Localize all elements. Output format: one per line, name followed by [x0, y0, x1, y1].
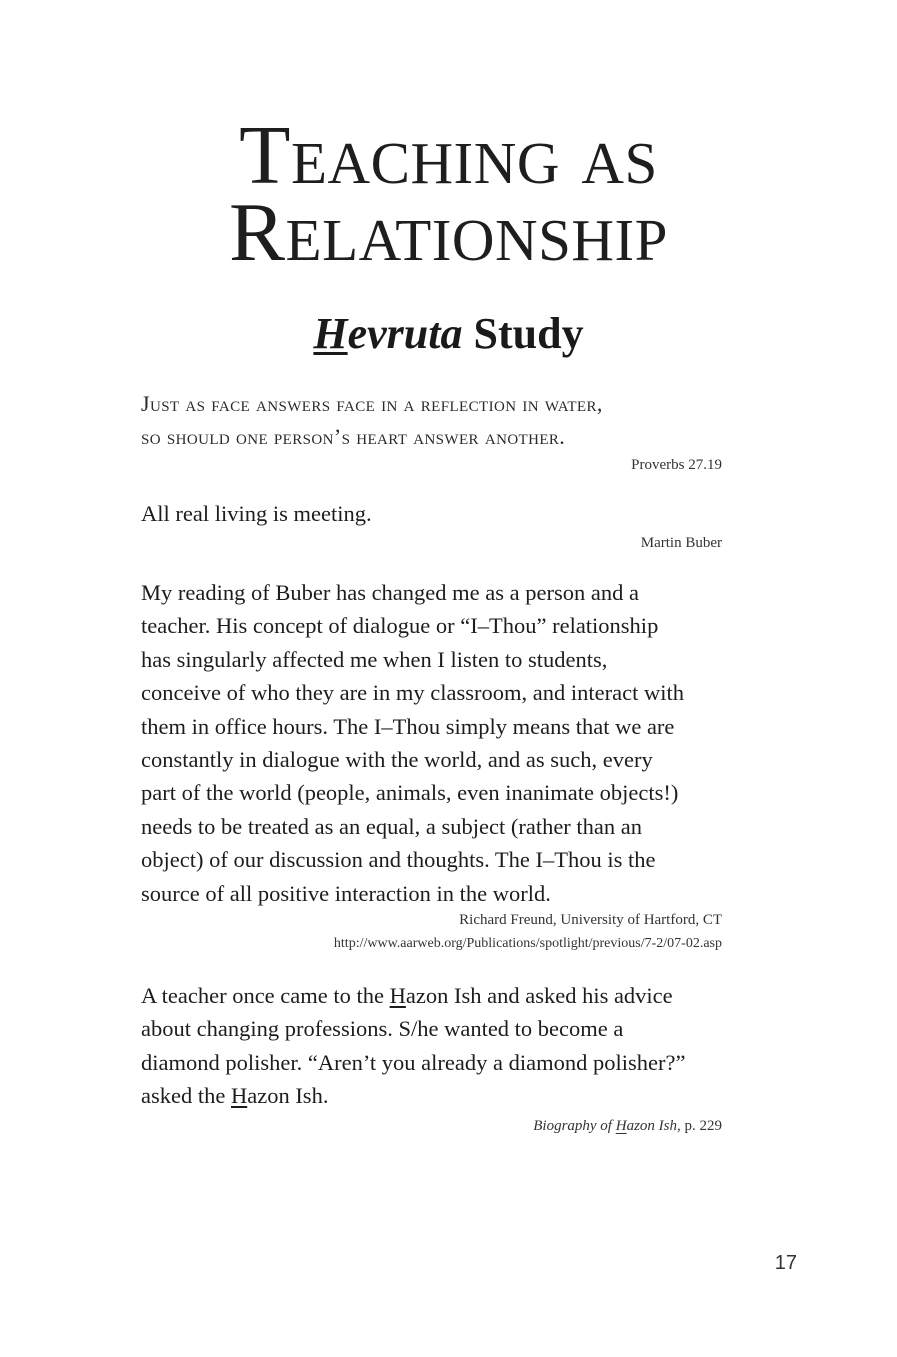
story-text: azon Ish and asked his advice — [405, 983, 673, 1008]
chapter-title-line-2: Relationship — [229, 186, 668, 279]
story-text: A teacher once came to the — [141, 983, 390, 1008]
section-term-initial: H — [313, 309, 348, 358]
paragraph-line: part of the world (people, animals, even inanimate objects!) — [141, 780, 679, 806]
story-line-4 — [141, 1079, 761, 1112]
story-line-1 — [141, 979, 761, 1012]
paragraph-line: object) of our discussion and thoughts. The I–Thou is the — [141, 847, 656, 873]
story-source — [400, 1116, 722, 1136]
book-title — [533, 1118, 677, 1134]
page-number: 17 — [774, 1252, 797, 1274]
quote-buber-text: All real living is meeting. — [141, 501, 372, 526]
section-word: Study — [473, 309, 584, 358]
story-text: asked the — [141, 1083, 231, 1109]
quote-freund-source: Richard Freund, University of Hartford, CT — [459, 912, 722, 928]
story-line-3: diamond polisher. “Aren’t you already a diamond polisher?” — [141, 1049, 686, 1075]
quote-freund-url: http://www.aarweb.org/Publications/spotlight/previous/7-2/07-02.asp — [333, 936, 722, 951]
epigraph-source: Proverbs 27.19 — [631, 457, 722, 473]
epigraph-line-2: so should one person’s heart answer another. — [141, 424, 566, 449]
paragraph-line: has singularly affected me when I listen to students, — [141, 646, 608, 672]
story-line-2: about changing professions. S/he wanted to become a — [141, 1016, 624, 1042]
paragraph-line: needs to be treated as an equal, a subject (rather than an — [141, 813, 643, 839]
section-title — [0, 306, 897, 362]
page-reference: , p. 229 — [677, 1118, 722, 1134]
story-paragraph — [141, 979, 761, 1113]
epigraph-line-1: Just as face answers face in a reflection in water, — [141, 391, 603, 416]
underlined-letter: H — [615, 1118, 627, 1134]
paragraph-line: My reading of Buber has changed me as a person and a — [141, 580, 639, 605]
story-text: azon Ish. — [247, 1083, 329, 1109]
section-term-rest: evruta — [347, 309, 463, 358]
paragraph-line: them in office hours. The I–Thou simply means that we are — [141, 713, 675, 739]
underlined-letter: H — [389, 983, 406, 1008]
paragraph-line: source of all positive interaction in the world. — [141, 880, 551, 906]
book-title-text: Biography of — [533, 1118, 616, 1134]
section-term — [313, 309, 462, 358]
book-title-text: azon Ish — [626, 1118, 677, 1134]
paragraph-line: teacher. His concept of dialogue or “I–Thou” relationship — [141, 613, 659, 639]
paragraph-line: conceive of who they are in my classroom, and interact with — [141, 680, 684, 706]
chapter-title-line-1: Teaching as — [239, 109, 658, 202]
underlined-letter: H — [230, 1083, 248, 1109]
quote-freund-paragraph — [141, 576, 761, 910]
quote-buber-source: Martin Buber — [640, 535, 722, 551]
paragraph-line: constantly in dialogue with the world, and as such, every — [141, 747, 653, 773]
